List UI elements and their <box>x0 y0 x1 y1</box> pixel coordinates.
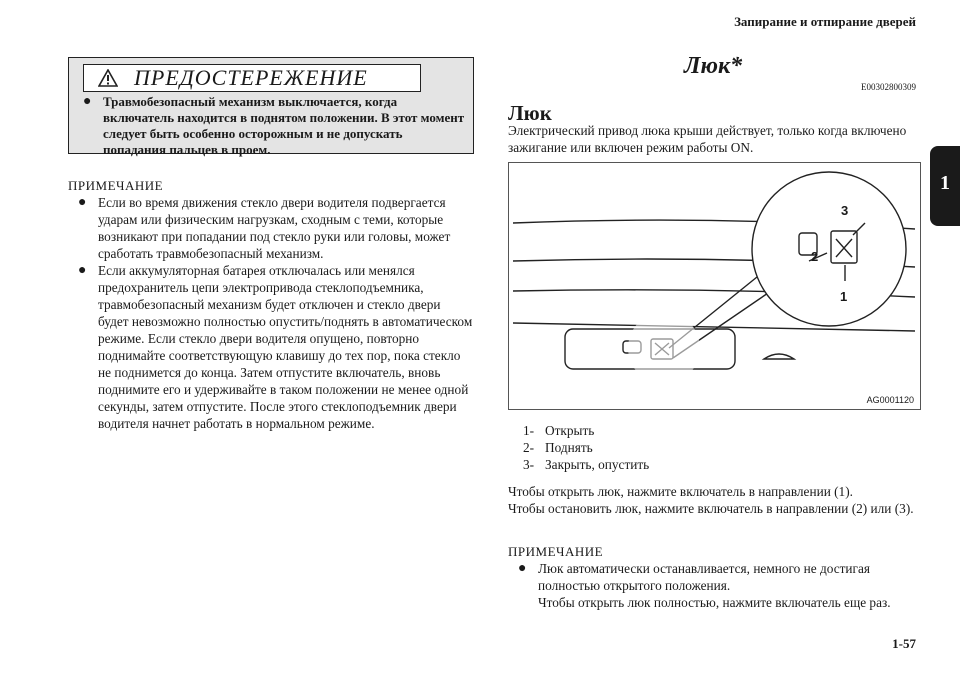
note-item-text <box>538 560 918 611</box>
subsection-title: Люк <box>508 101 552 125</box>
list-item <box>523 422 649 439</box>
callout-3: 3 <box>841 203 849 218</box>
list-item-text: Закрыть, опустить <box>545 457 650 472</box>
page-header: Запирание и отпирание дверей <box>734 14 916 29</box>
callout-list <box>523 422 649 473</box>
bullet-icon: ● <box>83 94 92 109</box>
note-item <box>68 262 474 432</box>
left-note <box>68 178 474 432</box>
chapter-tab <box>930 146 960 226</box>
callout-2: 2 <box>811 249 819 264</box>
note-item <box>508 560 918 611</box>
bullet-icon: ● <box>78 195 87 210</box>
list-item-text: Поднять <box>545 440 593 455</box>
warning-box <box>68 57 474 157</box>
instructions-paragraph <box>508 483 918 517</box>
list-item <box>523 456 649 473</box>
warning-title: ПРЕДОСТЕРЕЖЕНИЕ <box>134 65 368 90</box>
bullet-icon: ● <box>518 561 527 576</box>
intro-text: Электрический привод люка крыши действует, только когда включено зажигание или включен режим работы ON. <box>508 123 907 155</box>
figure-code: AG0001120 <box>866 395 914 405</box>
list-item-text: Открыть <box>545 423 595 438</box>
section-title: Люк* <box>684 53 743 79</box>
sunroof-illustration <box>509 163 920 409</box>
note-label: ПРИМЕЧАНИЕ <box>508 544 604 559</box>
list-item <box>523 439 649 456</box>
chapter-number: 1 <box>940 172 950 194</box>
warning-triangle-icon <box>98 69 118 87</box>
sunroof-switch-figure <box>508 162 921 410</box>
callout-1: 1 <box>840 289 848 304</box>
page-number: 1-57 <box>892 636 916 651</box>
instruction-open: Чтобы открыть люк, нажмите включатель в направлении (1). <box>508 484 853 499</box>
bullet-icon: ● <box>78 263 87 278</box>
note-item-text: Если аккумуляторная батарея отключалась или менялся предохранитель цепи электропривода стеклоподъемника, травмобезопасный механизм будет отключен и стекло двери будет невозможно полностью опустить/поднять в автоматическом режиме. Если стекло двери водителя опущено, повторно поднимайте соответствующую клавишу до тех пор, пока стекло не поднимется до конца. Затем отпустите включатель, вновь поднимите его и удерживайте в таком положении не менее одной секунды, затем отпустите. После этого стеклоподъемник двери водителя начнет работать в нормальном режиме. <box>98 263 473 431</box>
note-line-2: Чтобы открыть люк полностью, нажмите включатель еще раз. <box>538 595 891 610</box>
instruction-stop: Чтобы остановить люк, нажмите включатель в направлении (2) или (3). <box>508 501 914 516</box>
note-item-text: Если во время движения стекло двери водителя подвергается ударам или физическим нагрузкам, сходным с теми, которые возникают при попадании под стекло руки или головы, может сработать травмобезопасный механизм. <box>98 195 451 261</box>
section-code: E00302800309 <box>861 82 916 92</box>
warning-text-body: Травмобезопасный механизм выключается, когда включатель находится в поднятом положении. В этот момент следует быть особенно осторожным и не допускать попадания пальцев в проем. <box>103 94 465 157</box>
warning-text <box>83 94 467 158</box>
note-label: ПРИМЕЧАНИЕ <box>68 178 164 193</box>
list-item-number: 2- <box>523 440 535 455</box>
list-item-number: 1- <box>523 423 535 438</box>
note-item <box>68 194 474 262</box>
right-note <box>508 544 918 611</box>
warning-header <box>83 64 421 92</box>
note-line-1: Люк автоматически останавливается, немного не достигая полностью открытого положения. <box>538 561 870 593</box>
list-item-number: 3- <box>523 457 535 472</box>
